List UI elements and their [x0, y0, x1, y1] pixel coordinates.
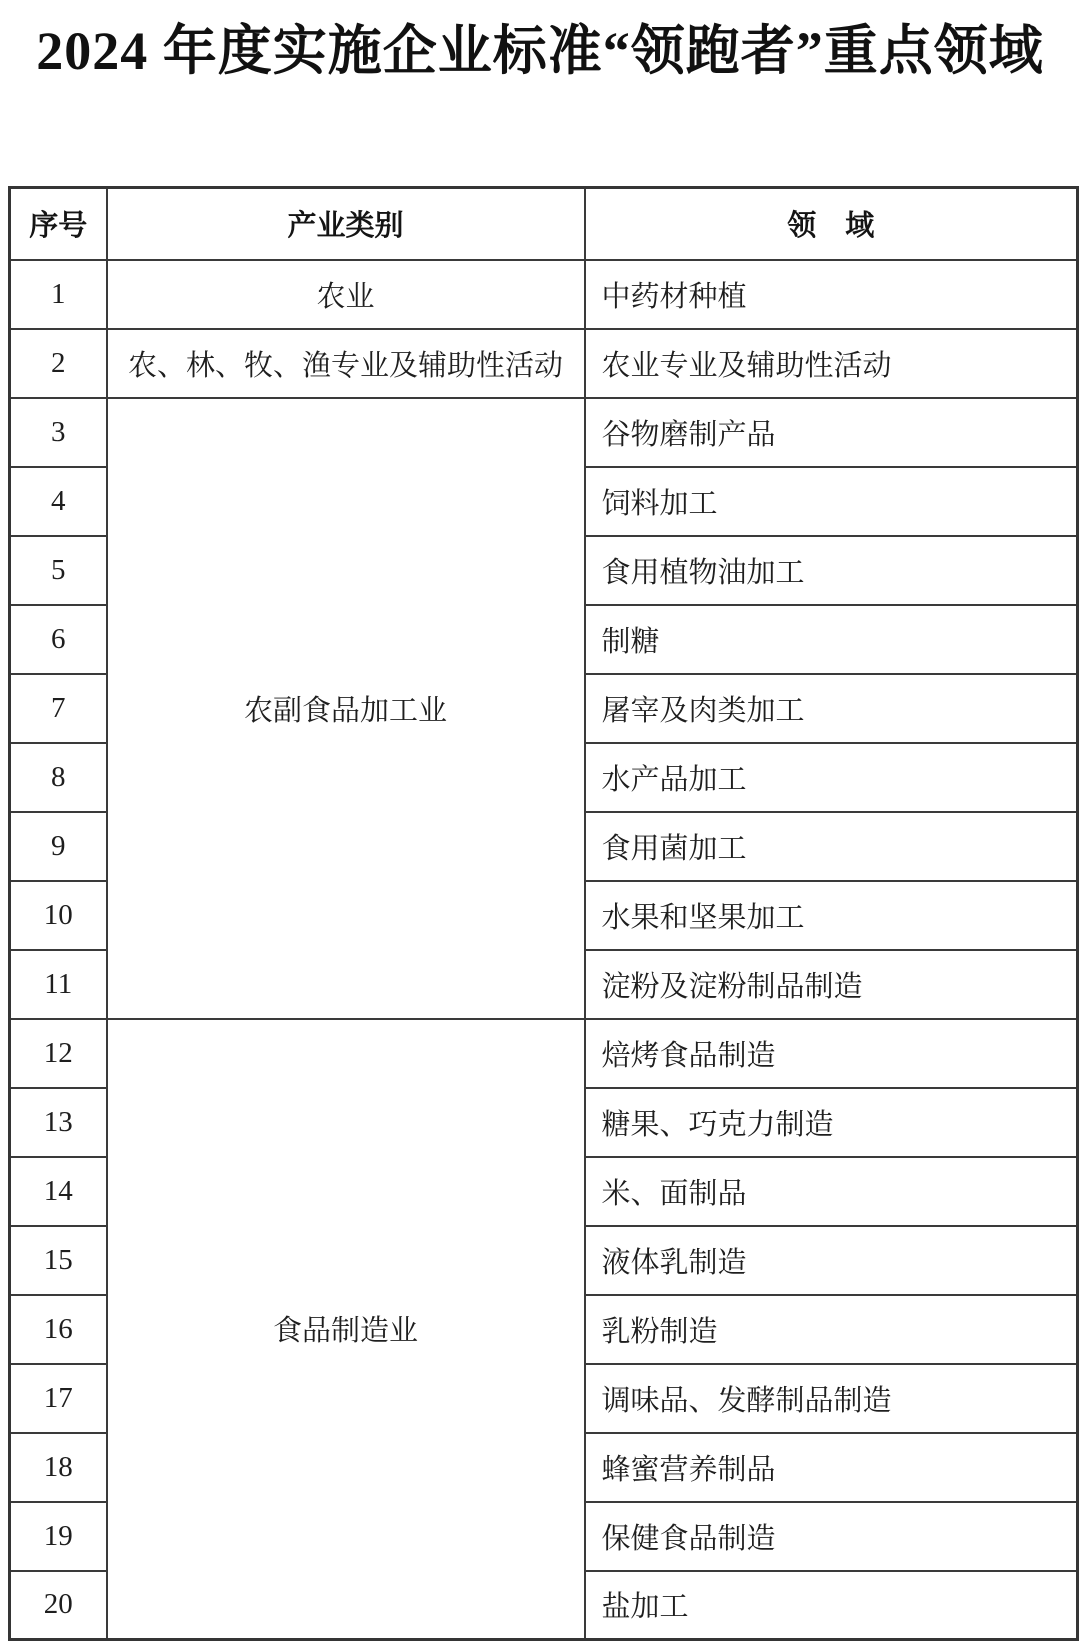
row-number-cell: 5	[10, 536, 107, 605]
field-cell: 屠宰及肉类加工	[585, 674, 1078, 743]
row-number-cell: 17	[10, 1364, 107, 1433]
row-number-cell: 18	[10, 1433, 107, 1502]
field-cell: 谷物磨制产品	[585, 398, 1078, 467]
field-cell: 水果和坚果加工	[585, 881, 1078, 950]
header-cell-no: 序号	[10, 188, 107, 260]
row-number-cell: 8	[10, 743, 107, 812]
row-number-cell: 11	[10, 950, 107, 1019]
category-cell-merged: 农副食品加工业	[107, 398, 585, 1019]
row-number-cell: 10	[10, 881, 107, 950]
field-cell: 食用菌加工	[585, 812, 1078, 881]
row-number-cell: 4	[10, 467, 107, 536]
page-title: 2024 年度实施企业标准“领跑者”重点领域	[36, 21, 1044, 81]
field-cell: 饲料加工	[585, 467, 1078, 536]
field-cell: 调味品、发酵制品制造	[585, 1364, 1078, 1433]
row-number-cell: 16	[10, 1295, 107, 1364]
field-cell: 米、面制品	[585, 1157, 1078, 1226]
field-cell: 乳粉制造	[585, 1295, 1078, 1364]
header-cell-category: 产业类别	[107, 188, 585, 260]
field-cell: 水产品加工	[585, 743, 1078, 812]
field-cell: 淀粉及淀粉制品制造	[585, 950, 1078, 1019]
field-cell: 制糖	[585, 605, 1078, 674]
key-areas-table	[8, 186, 1079, 1641]
header-cell-field: 领 域	[585, 188, 1078, 260]
field-cell: 液体乳制造	[585, 1226, 1078, 1295]
row-number-cell: 15	[10, 1226, 107, 1295]
category-cell-merged: 食品制造业	[107, 1019, 585, 1640]
field-cell: 盐加工	[585, 1571, 1078, 1640]
field-cell: 蜂蜜营养制品	[585, 1433, 1078, 1502]
table-row	[10, 260, 1078, 329]
row-number-cell: 20	[10, 1571, 107, 1640]
table-row	[10, 329, 1078, 398]
row-number-cell: 13	[10, 1088, 107, 1157]
row-number-cell: 2	[10, 329, 107, 398]
field-cell: 保健食品制造	[585, 1502, 1078, 1571]
row-number-cell: 7	[10, 674, 107, 743]
row-number-cell: 14	[10, 1157, 107, 1226]
table-header	[10, 188, 1078, 260]
row-number-cell: 19	[10, 1502, 107, 1571]
row-number-cell: 12	[10, 1019, 107, 1088]
category-cell: 农、林、牧、渔专业及辅助性活动	[107, 329, 585, 398]
row-number-cell: 6	[10, 605, 107, 674]
table-body	[10, 260, 1078, 1640]
table-row	[10, 1019, 1078, 1088]
category-cell: 农业	[107, 260, 585, 329]
row-number-cell: 3	[10, 398, 107, 467]
field-cell: 食用植物油加工	[585, 536, 1078, 605]
header-row	[10, 188, 1078, 260]
row-number-cell: 9	[10, 812, 107, 881]
row-number-cell: 1	[10, 260, 107, 329]
table-row	[10, 398, 1078, 467]
field-cell: 糖果、巧克力制造	[585, 1088, 1078, 1157]
field-cell: 中药材种植	[585, 260, 1078, 329]
field-cell: 农业专业及辅助性活动	[585, 329, 1078, 398]
field-cell: 焙烤食品制造	[585, 1019, 1078, 1088]
